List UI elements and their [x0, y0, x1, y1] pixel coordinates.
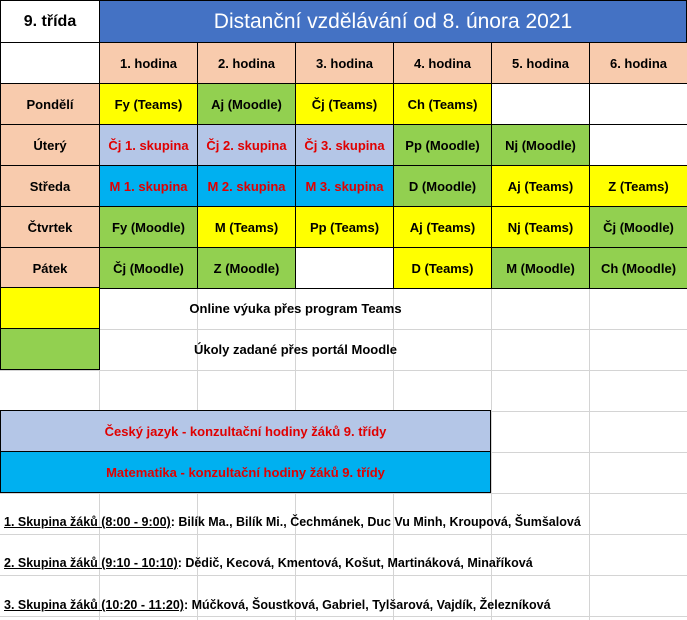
- legend-swatch-teams: [0, 287, 100, 329]
- group-label: 2. Skupina žáků (9:10 - 10:10): [4, 556, 178, 570]
- day-label: Pátek: [0, 247, 100, 289]
- gridline-horizontal: [0, 370, 687, 371]
- lesson-cell: Čj 3. skupina: [295, 124, 394, 166]
- lesson-cell: Čj (Moodle): [589, 206, 687, 248]
- day-label: Pondělí: [0, 83, 100, 125]
- corner-cell: [0, 42, 100, 84]
- group-names: : Múčková, Šoustková, Gabriel, Tylšarová, Vajdík, Železníková: [183, 598, 551, 612]
- gridline-horizontal: [0, 534, 687, 535]
- lesson-cell: Fy (Moodle): [99, 206, 198, 248]
- gridline-horizontal: [0, 616, 687, 617]
- group-label: 1. Skupina žáků (8:00 - 9:00): [4, 515, 171, 529]
- lesson-cell: [589, 83, 687, 125]
- hour-header: 6. hodina: [589, 42, 687, 84]
- day-label: Středa: [0, 165, 100, 207]
- lesson-cell: Z (Moodle): [197, 247, 296, 289]
- lesson-cell: [589, 124, 687, 166]
- lesson-cell: Čj (Moodle): [99, 247, 198, 289]
- czech-consultation-banner: Český jazyk - konzultační hodiny žáků 9. třídy: [0, 410, 491, 452]
- hour-header: 5. hodina: [491, 42, 590, 84]
- day-label: Čtvrtek: [0, 206, 100, 248]
- lesson-cell: Ch (Moodle): [589, 247, 687, 289]
- lesson-cell: M 3. skupina: [295, 165, 394, 207]
- lesson-cell: Pp (Moodle): [393, 124, 492, 166]
- math-consultation-banner: Matematika - konzultační hodiny žáků 9. třídy: [0, 451, 491, 493]
- hour-header: 2. hodina: [197, 42, 296, 84]
- lesson-cell: Z (Teams): [589, 165, 687, 207]
- legend-label-teams: Online výuka přes program Teams: [189, 300, 402, 316]
- group-label: 3. Skupina žáků (10:20 - 11:20): [4, 598, 184, 612]
- group-line-2: [4, 556, 533, 570]
- lesson-cell: Aj (Teams): [491, 165, 590, 207]
- lesson-cell: [491, 83, 590, 125]
- hour-header: 1. hodina: [99, 42, 198, 84]
- lesson-cell: Čj 2. skupina: [197, 124, 296, 166]
- lesson-cell: D (Moodle): [393, 165, 492, 207]
- group-names: : Bilík Ma., Bilík Mi., Čechmánek, Duc Vu Minh, Kroupová, Šumšalová: [170, 515, 581, 529]
- group-line-1: [4, 515, 581, 529]
- gridline-horizontal: [0, 493, 687, 494]
- group-line-3: [4, 598, 551, 612]
- lesson-cell: Ch (Teams): [393, 83, 492, 125]
- schedule-title: Distanční vzdělávání od 8. února 2021: [99, 0, 687, 43]
- lesson-cell: Čj 1. skupina: [99, 124, 198, 166]
- gridline-horizontal: [0, 575, 687, 576]
- hour-header: 3. hodina: [295, 42, 394, 84]
- lesson-cell: Pp (Teams): [295, 206, 394, 248]
- lesson-cell: M (Moodle): [491, 247, 590, 289]
- lesson-cell: Fy (Teams): [99, 83, 198, 125]
- legend-swatch-moodle: [0, 328, 100, 370]
- lesson-cell: Čj (Teams): [295, 83, 394, 125]
- lesson-cell: M 1. skupina: [99, 165, 198, 207]
- class-label: 9. třída: [0, 0, 100, 43]
- lesson-cell: M (Teams): [197, 206, 296, 248]
- hour-header: 4. hodina: [393, 42, 492, 84]
- lesson-cell: Aj (Teams): [393, 206, 492, 248]
- day-label: Úterý: [0, 124, 100, 166]
- lesson-cell: D (Teams): [393, 247, 492, 289]
- lesson-cell: M 2. skupina: [197, 165, 296, 207]
- lesson-cell: Nj (Teams): [491, 206, 590, 248]
- group-names: : Dědič, Kecová, Kmentová, Košut, Martináková, Minaříková: [177, 556, 533, 570]
- legend-label-moodle: Úkoly zadané přes portál Moodle: [194, 341, 397, 357]
- lesson-cell: [295, 247, 394, 289]
- lesson-cell: Aj (Moodle): [197, 83, 296, 125]
- lesson-cell: Nj (Moodle): [491, 124, 590, 166]
